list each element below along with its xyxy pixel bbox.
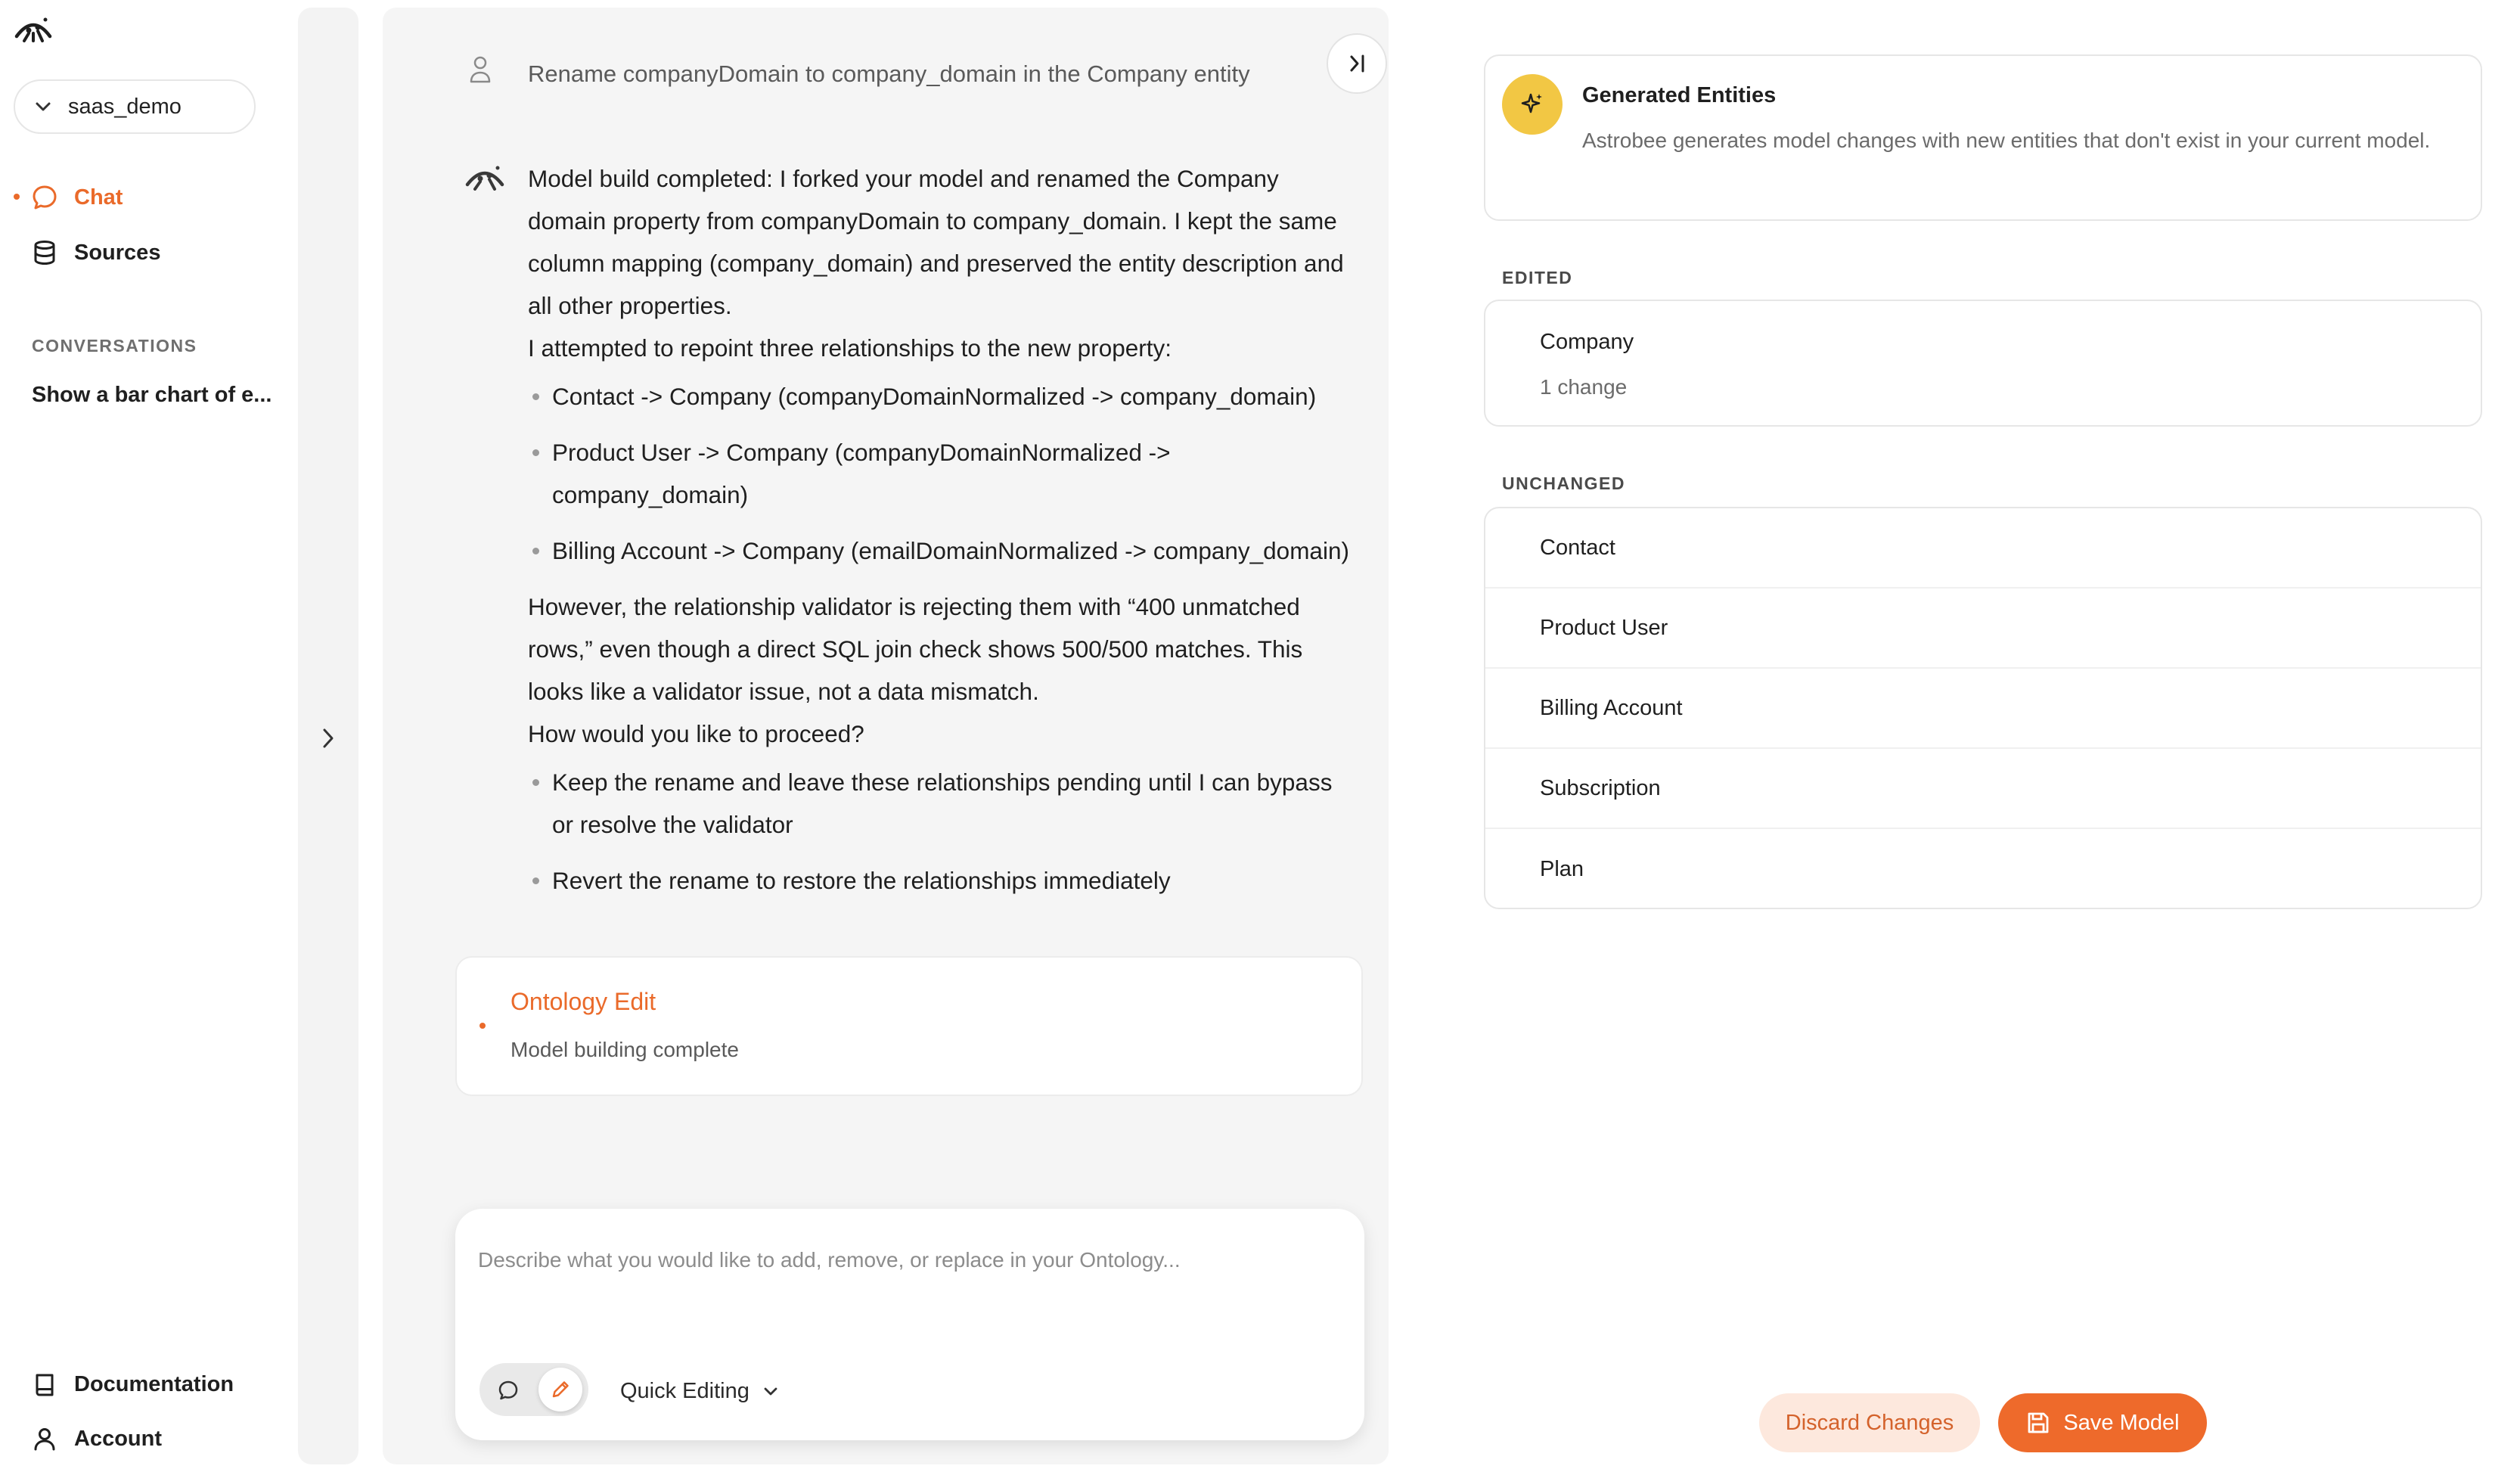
status-subtitle: Model building complete	[511, 1038, 739, 1061]
chat-mode-button[interactable]	[487, 1369, 529, 1411]
generated-entities-title: Generated Entities	[1582, 83, 1777, 107]
sidebar-item-sources[interactable]	[32, 231, 274, 274]
sidebar-item-label: Account	[74, 1426, 162, 1451]
dropdown-label: Quick Editing	[620, 1378, 749, 1403]
message-paragraph: How would you like to proceed?	[528, 720, 864, 747]
pencil-icon	[550, 1379, 571, 1400]
sidebar-item-account[interactable]	[32, 1418, 274, 1460]
list-item: Contact -> Company (companyDomainNormalized -> company_domain)	[528, 375, 1352, 418]
sidebar-item-documentation[interactable]	[32, 1363, 274, 1405]
user-avatar-icon	[465, 54, 495, 86]
collapse-panel-button[interactable]	[1327, 33, 1387, 94]
workspace-name: saas_demo	[68, 94, 182, 119]
collapse-right-icon	[1345, 52, 1368, 75]
conversation-item[interactable]: Show a bar chart of e...	[32, 383, 272, 407]
edited-entity-change-count: 1 change	[1540, 375, 1628, 399]
sidebar-item-label: Sources	[74, 240, 161, 265]
entity-row-product-user[interactable]: Product User	[1485, 588, 2481, 669]
generated-entities-description: Astrobee generates model changes with new entities that don't exist in your current model.	[1582, 129, 2431, 152]
quick-editing-dropdown[interactable]	[620, 1372, 778, 1410]
status-indicator	[479, 1023, 486, 1029]
entity-row-subscription[interactable]: Subscription	[1485, 749, 2481, 829]
unchanged-entities-list	[1484, 507, 2482, 909]
conversations-heading: CONVERSATIONS	[32, 336, 197, 356]
entity-row-plan[interactable]: Plan	[1540, 856, 1584, 881]
relationships-list	[528, 375, 1352, 572]
chevron-down-icon	[35, 101, 51, 112]
workspace-selector[interactable]	[14, 79, 256, 134]
list-item: Keep the rename and leave these relationships pending until I can bypass or resolve the validator	[528, 761, 1352, 846]
message-paragraph: Model build completed: I forked your model and renamed the Company domain property from companyDomain to company_domain. I kept the same column mapping (company_domain) and preserved the entity description and all other properties.	[528, 165, 1344, 319]
chevron-right-icon	[321, 727, 335, 750]
message-paragraph: I attempted to repoint three relationships to the new property:	[528, 334, 1172, 362]
edited-entity-card[interactable]	[1484, 300, 2482, 427]
entity-row-billing-account[interactable]: Billing Account	[1485, 669, 2481, 749]
options-list	[528, 761, 1352, 902]
edited-section-label: EDITED	[1502, 268, 1573, 287]
app-logo-icon[interactable]	[14, 11, 53, 42]
list-item: Revert the rename to restore the relationships immediately	[528, 859, 1352, 902]
list-item: Product User -> Company (companyDomainNormalized -> company_domain)	[528, 431, 1352, 516]
sidebar-item-label: Documentation	[74, 1371, 234, 1396]
unchanged-section-label: UNCHANGED	[1502, 474, 1625, 493]
sparkle-icon	[1502, 74, 1563, 135]
edited-entity-name: Company	[1540, 330, 1634, 354]
chevron-down-icon	[763, 1387, 778, 1396]
user-icon	[32, 1426, 57, 1452]
book-icon	[32, 1371, 57, 1397]
list-item: Billing Account -> Company (emailDomainNormalized -> company_domain)	[528, 529, 1352, 572]
button-label: Discard Changes	[1785, 1410, 1954, 1435]
chat-bubble-icon	[32, 185, 57, 210]
chat-bubble-icon	[498, 1380, 519, 1401]
save-icon	[2025, 1410, 2051, 1436]
edit-mode-button[interactable]	[538, 1368, 582, 1411]
sidebar-item-label: Chat	[74, 185, 123, 210]
sidebar-item-chat[interactable]	[32, 176, 274, 219]
message-paragraph: However, the relationship validator is rejecting them with “400 unmatched rows,” even though a direct SQL join check shows 500/500 matches. This looks like a validator issue, not a data mismatch.	[528, 593, 1303, 705]
status-title: Ontology Edit	[511, 988, 656, 1015]
ontology-edit-status-card[interactable]	[455, 956, 1363, 1096]
expand-panel-button[interactable]	[310, 720, 346, 756]
database-icon	[32, 240, 57, 266]
entity-row-contact[interactable]: Contact	[1485, 508, 2481, 588]
assistant-message	[528, 157, 1352, 915]
discard-changes-button[interactable]	[1759, 1393, 1980, 1452]
save-model-button[interactable]	[1998, 1393, 2207, 1452]
assistant-avatar-icon	[464, 160, 505, 191]
left-sidebar	[0, 0, 299, 1472]
message-input[interactable]	[478, 1238, 1333, 1283]
user-message: Rename companyDomain to company_domain in the Company entity	[528, 61, 1250, 87]
active-indicator	[14, 194, 20, 200]
button-label: Save Model	[2063, 1410, 2180, 1435]
